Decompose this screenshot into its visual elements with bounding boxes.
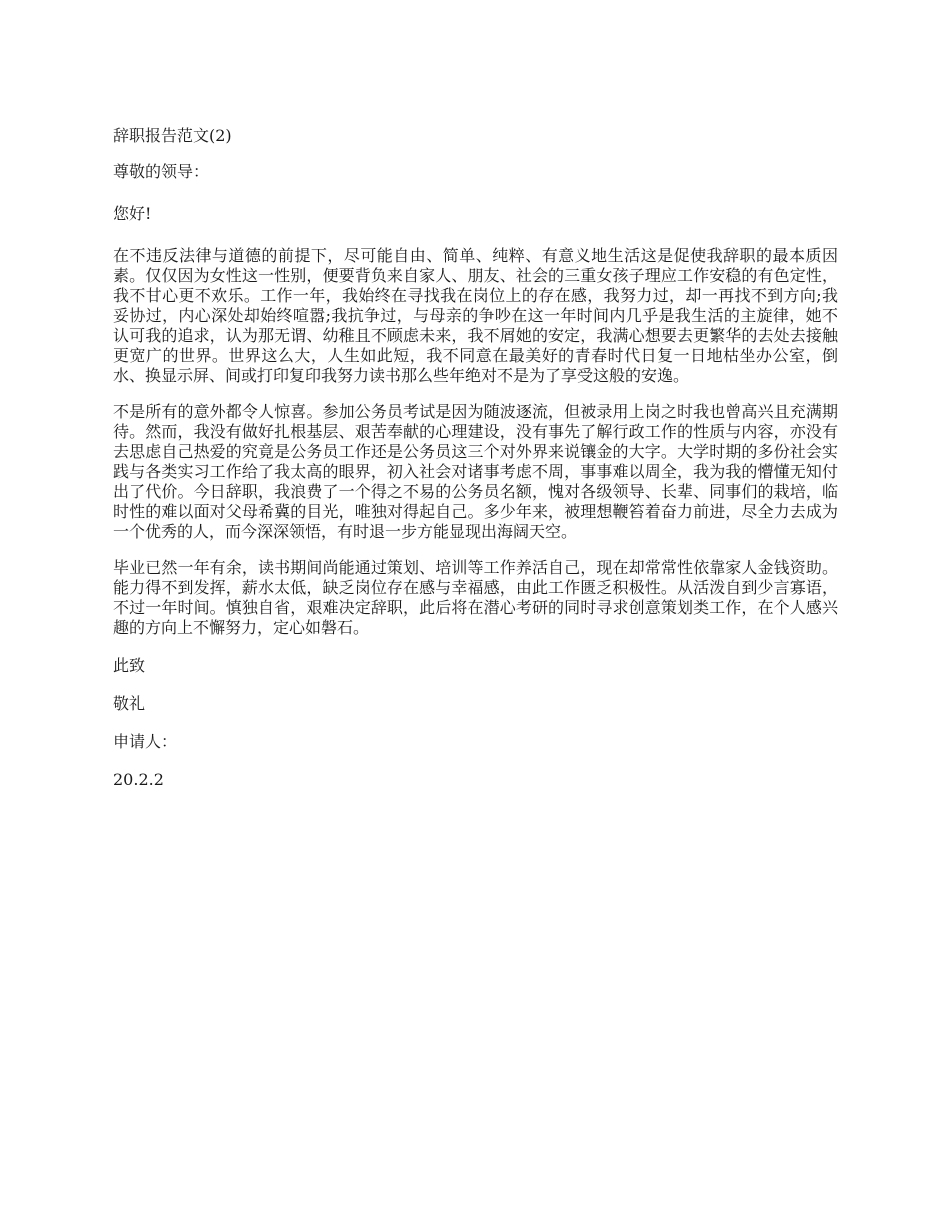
closing-line-2: 敬礼 [113, 694, 146, 713]
closing-line-1: 此致 [113, 656, 146, 675]
salutation: 尊敬的领导： [113, 162, 210, 181]
body-paragraph-1: 在不违反法律与道德的前提下，尽可能自由、简单、纯粹、有意义地生活这是促使我辞职的最本质因素。仅仅因为女性这一性别，便要背负来自家人、朋友、社会的三重女孩子理应工作安稳的有色定性，我不甘心更不欢乐。工作一年，我始终在寻找我在岗位上的存在感，我努力过，却一再找不到方向;我妥协过，内心深处却始终喧嚣;我抗争过，与母亲的争吵在这一年时间内几乎是我生活的主旋律，她不认可我的追求，认为那无谓、幼稚且不顾虑未来，我不屑她的安定，我满心想要去更繁华的去处去接触更宽广的世界。世界这么大，人生如此短，我不同意在最美好的青春时代日复一日地枯坐办公室，倒水、换显示屏、间或打印复印我努力读书那么些年绝对不是为了享受这般的安逸。 [113, 246, 838, 385]
letter-body [113, 126, 838, 790]
document-title: 辞职报告范文(2) [113, 126, 232, 145]
body-paragraph-3: 毕业已然一年有余，读书期间尚能通过策划、培训等工作养活自己，现在却常常性依靠家人金钱资助。能力得不到发挥，薪水太低，缺乏岗位存在感与幸福感，由此工作匮乏积极性。从活泼自到少言寡语，不过一年时间。慎独自省，艰难决定辞职，此后将在潜心考研的同时寻求创意策划类工作，在个人感兴趣的方向上不懈努力，定心如磐石。 [113, 558, 838, 637]
body-paragraph-2: 不是所有的意外都令人惊喜。参加公务员考试是因为随波逐流，但被录用上岗之时我也曾高兴且充满期待。然而，我没有做好扎根基层、艰苦奉献的心理建设，没有事先了解行政工作的性质与内容，亦没有去思虑自己热爱的究竟是公务员工作还是公务员这三个对外界来说镶金的大字。大学时期的多份社会实践与各类实习工作给了我太高的眼界，初入社会对诸事考虑不周，事事难以周全，我为我的懵懂无知付出了代价。今日辞职，我浪费了一个得之不易的公务员名额，愧对各级领导、长辈、同事们的栽培，临时性的难以面对父母希冀的目光，唯独对得起自己。多少年来，被理想鞭笞着奋力前进，尽全力去成为一个优秀的人，而今深深领悟，有时退一步方能显现出海阔天空。 [113, 402, 838, 541]
applicant-label: 申请人： [113, 732, 178, 751]
greeting: 您好! [113, 204, 152, 223]
signature-date: 20.2.2 [113, 770, 164, 789]
